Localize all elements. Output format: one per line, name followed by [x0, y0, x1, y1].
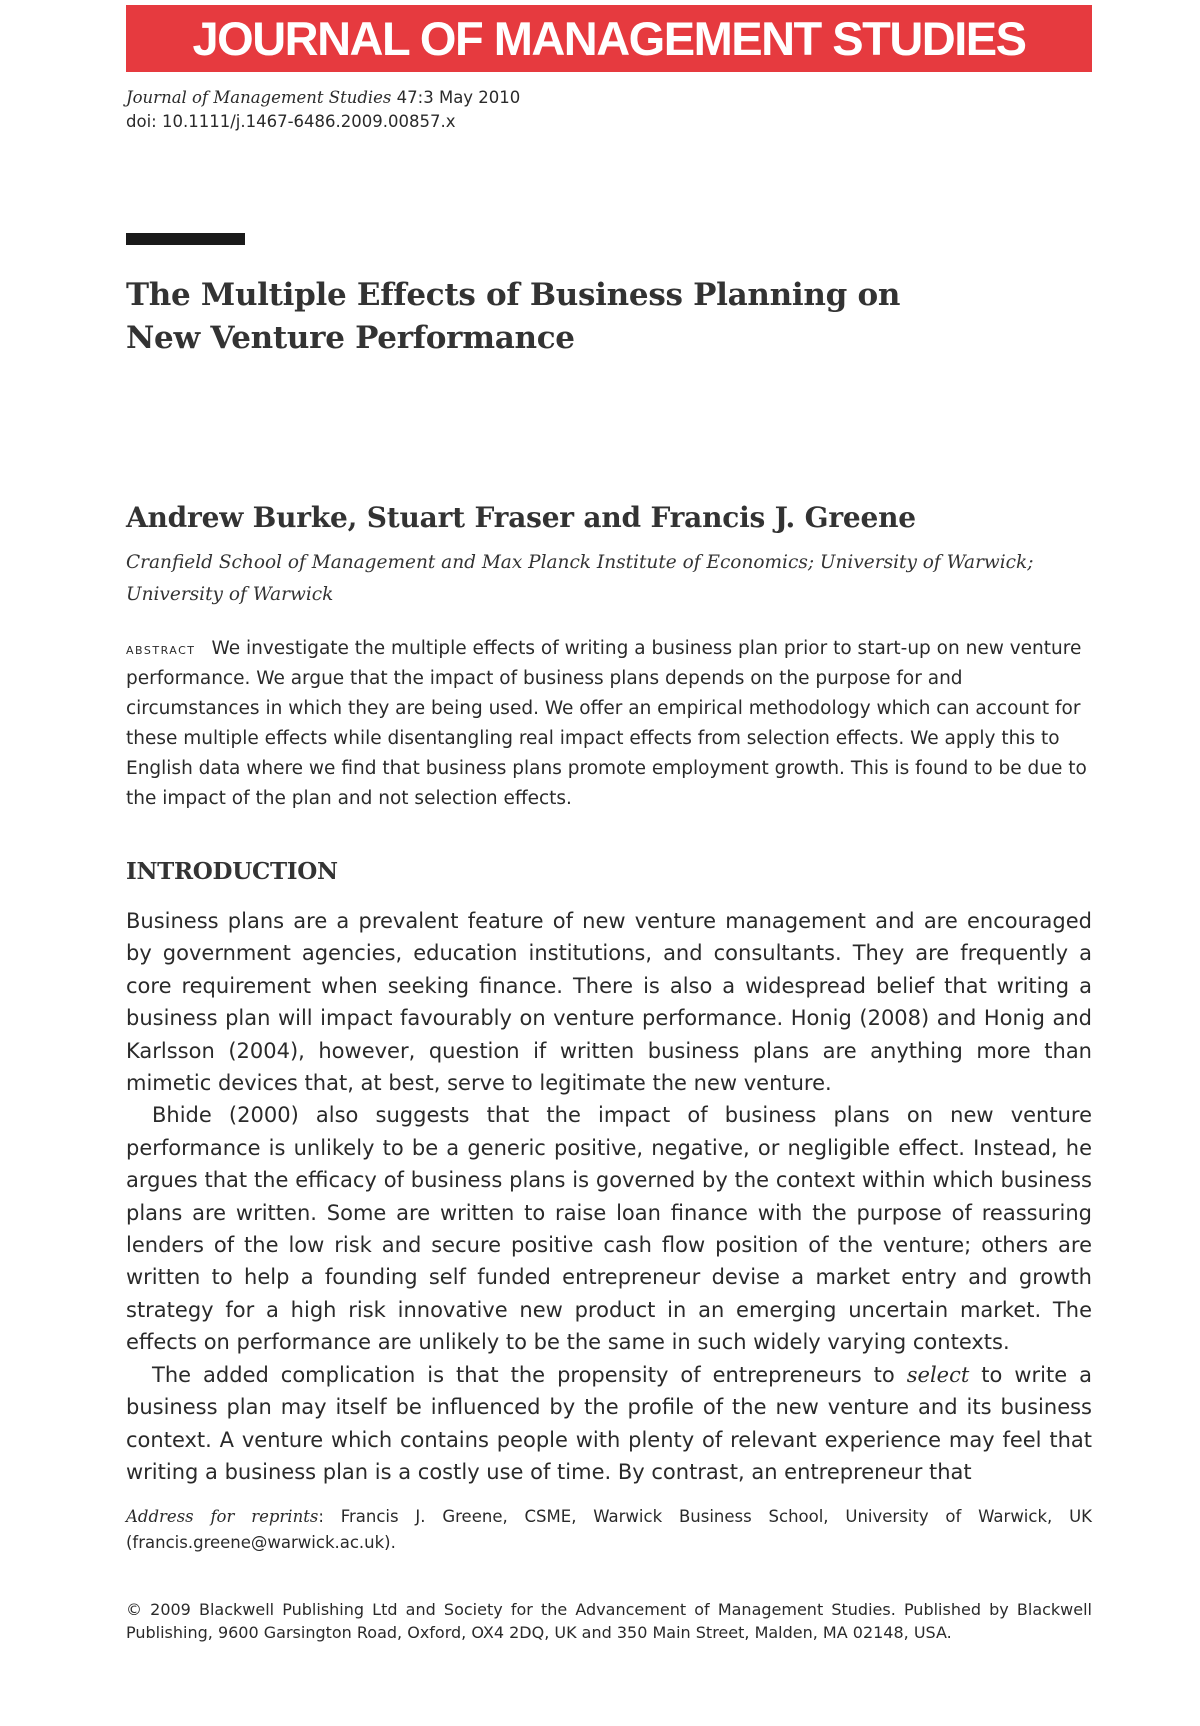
affiliation-line-1: Cranfield School of Management and Max Planck Institute of Economics; University of Warwick;	[126, 552, 1034, 573]
title-line-1: The Multiple Effects of Business Planning on	[126, 277, 901, 313]
footnote-text: : Francis J. Greene, CSME, Warwick Business School, University of Warwick, UK (francis.greene@warwick.ac.uk).	[126, 1507, 1092, 1552]
title-line-2: New Venture Performance	[126, 320, 575, 356]
abstract	[126, 634, 1092, 814]
citation-line	[126, 86, 520, 110]
paragraph-2: Bhide (2000) also suggests that the impact of business plans on new venture performance is unlikely to be a generic positive, negative, or negligible effect. Instead, he argues that the efficacy of business plans is governed by the context within which business plans are written. Some are written to raise loan finance with the purpose of reassuring lenders of the low risk and secure positive cash flow position of the venture; others are written to help a founding self funded entrepreneur devise a market entry and growth strategy for a high risk innovative new product in an emerging uncertain market. The effects on performance are unlikely to be the same in such widely varying contexts.	[126, 1103, 1092, 1355]
paragraph-3-end: to write a business plan may itself be influenced by the profile of the new venture and its business context. A venture which contains people with plenty of relevant experience may feel that writing a business plan is a costly use of time. By contrast, an entrepreneur that	[126, 1362, 1092, 1484]
affiliations	[126, 547, 1066, 611]
section-heading-introduction: INTRODUCTION	[126, 858, 338, 885]
copyright-notice: © 2009 Blackwell Publishing Ltd and Society for the Advancement of Management Studies. Published by Blackwell Publishing, 9600 Garsington Road, Oxford, OX4 2DQ, UK and 350 Main Street, Malden, MA 02148, USA.	[126, 1600, 1092, 1642]
abstract-text: We investigate the multiple effects of writing a business plan prior to start-up on new venture performance. We argue that the impact of business plans depends on the purpose for and circumstances in which they are being used. We offer an empirical methodology which can account for these multiple effects while disentangling real impact effects from selection effects. We apply this to English data where we find that business plans promote employment growth. This is found to be due to the impact of the plan and not selection effects.	[126, 638, 1087, 809]
authors: Andrew Burke, Stuart Fraser and Francis J. Greene	[126, 501, 916, 534]
paragraph-1: Business plans are a prevalent feature of new venture management and are encouraged by government agencies, education institutions, and consultants. They are frequently a core requirement when seeking finance. There is also a widespread belief that writing a business plan will impact favourably on venture performance. Honig (2008) and Honig and Karlsson (2004), however, question if written business plans are anything more than mimetic devices that, at best, serve to legitimate the new venture.	[126, 909, 1092, 1096]
journal-masthead	[126, 5, 1092, 72]
citation-block	[126, 86, 520, 134]
article-title	[126, 274, 1026, 360]
introduction-body	[126, 905, 1092, 1488]
affiliation-line-2: University of Warwick	[126, 584, 334, 605]
paragraph-3-start: The added complication is that the propensity of entrepreneurs to	[152, 1362, 907, 1387]
journal-name: Journal of Management Studies	[126, 88, 392, 107]
abstract-label: abstract	[126, 639, 196, 658]
masthead-title: JOURNAL OF MANAGEMENT STUDIES	[192, 12, 1026, 65]
doi: doi: 10.1111/j.1467-6486.2009.00857.x	[126, 112, 456, 131]
reprint-footnote	[126, 1504, 1092, 1556]
journal-issue: 47:3 May 2010	[396, 88, 521, 107]
paragraph-3	[126, 1359, 1092, 1489]
footnote-label: Address for reprints	[126, 1507, 319, 1526]
title-rule	[126, 233, 245, 245]
emphasis-select: select	[906, 1362, 970, 1387]
